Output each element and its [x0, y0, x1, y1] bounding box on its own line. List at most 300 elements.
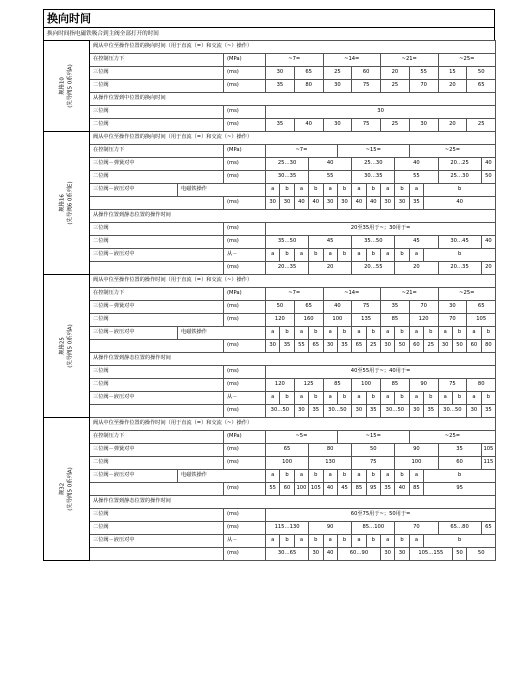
table-cell: 30 — [323, 80, 352, 93]
table-cell: 55 — [309, 171, 352, 184]
row-label: 三位阀－液压对中 — [90, 392, 224, 405]
table-cell: b — [452, 392, 466, 405]
table-cell: b — [309, 249, 323, 262]
row-label: 三位阀 — [90, 67, 224, 80]
table-cell: 65 — [467, 301, 496, 314]
table-cell: ~14= — [323, 288, 381, 301]
row-label — [90, 340, 224, 353]
table-row — [44, 379, 496, 392]
table-cell: a — [381, 392, 395, 405]
table-cell: a — [467, 392, 481, 405]
table-cell: 35 — [438, 444, 481, 457]
table-cell: 80 — [481, 340, 496, 353]
row-label: 三位阀－弹簧对中 — [90, 301, 224, 314]
table-cell: 25 — [381, 119, 410, 132]
table-cell: 30 — [323, 197, 337, 210]
table-cell: a — [294, 392, 308, 405]
table-cell: ~7= — [266, 54, 324, 67]
unit-label: (ms) — [224, 444, 266, 457]
table-cell: 35 — [309, 405, 323, 418]
table-cell: a — [409, 470, 423, 483]
table-cell: 35 — [366, 405, 380, 418]
table-cell: b — [366, 535, 380, 548]
table-cell: 80 — [294, 80, 323, 93]
table-cell: 35 — [381, 301, 410, 314]
table-cell: 65 — [481, 522, 496, 535]
table-cell: 30 — [467, 405, 481, 418]
table-cell: 20…35 — [266, 262, 309, 275]
unit-label: (ms) — [224, 301, 266, 314]
section-heading: 从操作位置到中位置的换向时间 — [90, 93, 496, 106]
table-cell: b — [424, 184, 496, 197]
table-row — [44, 262, 496, 275]
table-row — [44, 301, 496, 314]
table-row — [44, 236, 496, 249]
table-cell: 85 — [381, 379, 410, 392]
table-cell: a — [323, 392, 337, 405]
table-cell: 50 — [395, 340, 409, 353]
table-cell: 40 — [366, 197, 380, 210]
row-label: 三位阀 — [90, 509, 224, 522]
size-label: 规32 — [59, 482, 66, 496]
table-cell: 30 — [337, 197, 351, 210]
table-cell: 65 — [352, 340, 366, 353]
table-cell: ~21= — [381, 54, 439, 67]
table-cell: ~5= — [266, 431, 338, 444]
table-cell: a — [323, 249, 337, 262]
table-cell: b — [337, 327, 351, 340]
table-cell: ~14= — [323, 54, 381, 67]
table-cell: 35…50 — [352, 236, 395, 249]
table-cell: 30 — [266, 340, 280, 353]
table-cell: b — [424, 327, 438, 340]
table-cell: a — [409, 184, 423, 197]
table-cell: a — [294, 535, 308, 548]
size-header — [44, 132, 90, 275]
unit-label: (MPa) — [224, 288, 266, 301]
table-cell: 20 — [438, 119, 467, 132]
table-cell: 40 — [424, 197, 496, 210]
table-cell: a — [323, 327, 337, 340]
row-label: 在控制压力下 — [90, 145, 224, 158]
table-cell: 40 — [352, 197, 366, 210]
table-cell: b — [452, 327, 466, 340]
table-row — [44, 340, 496, 353]
page-subtitle: 换向时间指电磁铁吸合到主阀全部打开的时间 — [43, 27, 495, 40]
table-cell: 100 — [395, 457, 438, 470]
table-cell: ~25= — [409, 145, 495, 158]
row-label: 在控制压力下 — [90, 288, 224, 301]
table-cell: 100 — [323, 314, 352, 327]
table-cell: 65…80 — [438, 522, 481, 535]
table-cell: 60 — [280, 483, 294, 496]
table-cell: 30…35 — [266, 171, 309, 184]
table-cell: 30…65 — [266, 548, 309, 561]
table-cell: 40 — [309, 197, 323, 210]
table-cell: 115…130 — [266, 522, 309, 535]
unit-label: (ms) — [224, 171, 266, 184]
table-cell: 50 — [266, 301, 295, 314]
table-cell: 30 — [395, 548, 409, 561]
unit-label: (ms) — [224, 106, 266, 119]
table-cell: 50 — [467, 548, 496, 561]
table-cell: a — [381, 249, 395, 262]
table-cell: a — [266, 392, 280, 405]
table-cell: b — [366, 184, 380, 197]
table-cell: 120 — [409, 314, 438, 327]
table-cell: 65 — [467, 80, 496, 93]
size-header — [44, 418, 90, 561]
section-heading: 从操作位置到静态位置的操作时间 — [90, 496, 496, 509]
row-label: 二位阀 — [90, 80, 224, 93]
table-row — [44, 275, 496, 288]
page-title: 换向时间 — [43, 9, 495, 27]
row-sublabel: 电磁铁操作 — [178, 184, 266, 197]
table-row — [44, 106, 496, 119]
table-cell: 30 — [266, 197, 280, 210]
table-cell: 35 — [266, 119, 295, 132]
table-cell: a — [266, 184, 280, 197]
table-cell: 40 — [395, 158, 438, 171]
table-cell: 125 — [294, 379, 323, 392]
table-row — [44, 366, 496, 379]
size-label: 规格16 — [59, 194, 66, 212]
table-cell: 120 — [266, 314, 295, 327]
table-row — [44, 145, 496, 158]
table-cell: 100 — [266, 457, 309, 470]
table-cell: 25 — [323, 67, 352, 80]
table-cell: ~25= — [409, 431, 495, 444]
table-cell: ~7= — [266, 288, 324, 301]
table-row — [44, 535, 496, 548]
table-cell: b — [395, 535, 409, 548]
table-row — [44, 119, 496, 132]
table-cell: b — [395, 470, 409, 483]
table-row — [44, 457, 496, 470]
table-row — [44, 67, 496, 80]
unit-label: 从－ — [224, 392, 266, 405]
unit-label: (ms) — [224, 340, 266, 353]
table-cell: a — [352, 184, 366, 197]
table-cell: 105…155 — [409, 548, 452, 561]
table-cell: 100 — [294, 483, 308, 496]
table-cell: 40 — [481, 158, 496, 171]
table-cell: b — [280, 327, 294, 340]
table-row — [44, 522, 496, 535]
row-label: 二位阀 — [90, 457, 224, 470]
section-heading: 从操作位置到静态位置的操作时间 — [90, 353, 496, 366]
unit-label: (ms) — [224, 119, 266, 132]
spec-sheet — [43, 9, 495, 561]
table-cell: b — [309, 392, 323, 405]
table-cell: 45 — [309, 236, 352, 249]
table-cell: a — [409, 249, 423, 262]
table-cell: 35 — [481, 405, 496, 418]
table-cell: 85 — [352, 483, 366, 496]
table-cell: 65 — [266, 444, 309, 457]
table-cell: a — [352, 470, 366, 483]
table-cell: 25…30 — [352, 158, 395, 171]
table-row — [44, 132, 496, 145]
table-cell: a — [409, 535, 423, 548]
table-cell: ~25= — [438, 54, 496, 67]
size-header-text — [58, 181, 74, 224]
table-cell: 20…25 — [438, 158, 481, 171]
row-label — [90, 405, 224, 418]
table-cell: b — [337, 535, 351, 548]
table-cell: 30 — [409, 119, 438, 132]
table-cell: 20 — [481, 262, 496, 275]
table-cell: 90 — [409, 379, 438, 392]
table-cell: a — [381, 184, 395, 197]
table-cell: 65 — [309, 340, 323, 353]
table-cell: b — [366, 392, 380, 405]
table-cell: 25 — [366, 340, 380, 353]
table-cell: 20…55 — [352, 262, 395, 275]
table-cell: 20…35 — [438, 262, 481, 275]
table-cell: 30 — [294, 405, 308, 418]
table-cell: a — [438, 327, 452, 340]
section-heading: 阀从中位至操作位置的换向时间（用于直流（=）和交流（~）操作） — [90, 132, 496, 145]
table-cell: b — [280, 470, 294, 483]
row-label — [90, 483, 224, 496]
row-label: 三位阀 — [90, 106, 224, 119]
table-cell: 105 — [467, 314, 496, 327]
table-cell: a — [467, 327, 481, 340]
table-row — [44, 444, 496, 457]
table-cell: 75 — [352, 119, 381, 132]
table-cell: b — [366, 327, 380, 340]
table-cell: ~25= — [438, 288, 496, 301]
unit-label: (ms) — [224, 314, 266, 327]
table-cell: b — [424, 535, 496, 548]
unit-label: (ms) — [224, 223, 266, 236]
table-cell: 70 — [409, 80, 438, 93]
table-cell: a — [323, 184, 337, 197]
unit-label: (ms) — [224, 457, 266, 470]
table-row — [44, 496, 496, 509]
table-cell: 65 — [294, 67, 323, 80]
unit-label: (MPa) — [224, 431, 266, 444]
table-row — [44, 210, 496, 223]
table-cell: 50 — [452, 548, 466, 561]
row-sublabel: 电磁铁操作 — [178, 470, 266, 483]
table-cell: a — [323, 535, 337, 548]
table-cell: 40 — [323, 548, 337, 561]
table-cell: 40 — [323, 483, 337, 496]
table-cell: 35 — [424, 405, 438, 418]
table-cell: a — [409, 327, 423, 340]
table-cell: 35 — [409, 197, 423, 210]
table-cell: 30…45 — [438, 236, 481, 249]
table-cell: 30…50 — [323, 405, 352, 418]
table-cell: 75 — [352, 80, 381, 93]
row-label: 三位阀 — [90, 366, 224, 379]
table-cell: b — [337, 184, 351, 197]
table-row — [44, 483, 496, 496]
table-cell: 30…35 — [352, 171, 395, 184]
row-label: 在控制压力下 — [90, 431, 224, 444]
unit-label: 从－ — [224, 535, 266, 548]
table-cell: 35 — [266, 80, 295, 93]
table-cell: 25…30 — [438, 171, 481, 184]
row-label: 三位阀－液压对中 — [90, 535, 224, 548]
row-label — [90, 262, 224, 275]
table-cell: 90 — [395, 444, 438, 457]
table-cell: 30 — [352, 405, 366, 418]
size-header — [44, 275, 90, 418]
series-label: (先导阀6 0系列E) — [67, 181, 74, 225]
table-cell: 30 — [266, 106, 496, 119]
table-cell: ~7= — [266, 145, 338, 158]
section-heading: 阀从中位至操作位置的换向时间（用于直流（=）和交流（~）操作） — [90, 41, 496, 54]
table-cell: 20 — [309, 262, 352, 275]
table-cell: 50 — [467, 67, 496, 80]
table-cell: ~15= — [337, 431, 409, 444]
table-cell: b — [395, 327, 409, 340]
table-cell: a — [438, 392, 452, 405]
unit-label: (ms) — [224, 236, 266, 249]
row-label: 二位阀 — [90, 522, 224, 535]
unit-label: (ms) — [224, 509, 266, 522]
table-cell: ~21= — [381, 288, 439, 301]
table-cell: a — [266, 535, 280, 548]
table-cell: 105 — [309, 483, 323, 496]
table-cell: 80 — [467, 379, 496, 392]
table-cell: 95 — [366, 483, 380, 496]
table-cell: 60 — [438, 457, 481, 470]
unit-label: (MPa) — [224, 54, 266, 67]
unit-label: (ms) — [224, 158, 266, 171]
table-cell: 65 — [294, 301, 323, 314]
table-cell: 55 — [294, 340, 308, 353]
table-cell: b — [424, 392, 438, 405]
table-cell: 130 — [309, 457, 352, 470]
table-cell: 40至55用于~；40用于= — [266, 366, 496, 379]
size-header — [44, 41, 90, 132]
table-cell: 40 — [294, 197, 308, 210]
table-cell: 40 — [323, 301, 352, 314]
row-label: 三位阀－液压对中 — [90, 184, 178, 197]
table-cell: 30 — [266, 67, 295, 80]
table-cell: 60 — [467, 340, 481, 353]
series-label: (先导阀5 0系列A) — [67, 467, 74, 511]
table-row — [44, 548, 496, 561]
table-cell: 25 — [424, 340, 438, 353]
table-cell: a — [352, 535, 366, 548]
table-row — [44, 41, 496, 54]
table-cell: 35 — [381, 483, 395, 496]
table-cell: 45 — [337, 483, 351, 496]
table-cell: 160 — [294, 314, 323, 327]
table-row — [44, 392, 496, 405]
table-cell: 30 — [438, 340, 452, 353]
table-cell: 20 — [395, 262, 438, 275]
table-cell: a — [294, 184, 308, 197]
table-cell: 135 — [352, 314, 381, 327]
row-label: 在控制压力下 — [90, 54, 224, 67]
table-cell: 60…90 — [337, 548, 380, 561]
table-cell: a — [381, 535, 395, 548]
unit-label: (ms) — [224, 379, 266, 392]
table-cell: b — [280, 184, 294, 197]
table-cell: 70 — [438, 314, 467, 327]
table-cell: 75 — [352, 301, 381, 314]
table-cell: 60至75用于~；50用于= — [266, 509, 496, 522]
table-cell: 20 — [381, 67, 410, 80]
table-row — [44, 93, 496, 106]
table-cell: 85 — [323, 379, 352, 392]
table-cell: 85 — [381, 314, 410, 327]
table-cell: 30 — [438, 301, 467, 314]
table-cell: a — [409, 392, 423, 405]
table-row — [44, 353, 496, 366]
table-cell: b — [481, 392, 496, 405]
switching-time-table — [43, 40, 496, 561]
table-cell: a — [352, 392, 366, 405]
table-cell: b — [337, 249, 351, 262]
table-cell: 30 — [309, 548, 323, 561]
table-cell: b — [395, 249, 409, 262]
table-cell: a — [266, 470, 280, 483]
table-cell: b — [366, 470, 380, 483]
table-row — [44, 249, 496, 262]
row-label: 二位阀 — [90, 119, 224, 132]
table-cell: a — [294, 249, 308, 262]
table-cell: 95 — [424, 483, 496, 496]
table-cell: 80 — [309, 444, 352, 457]
table-cell: 35 — [337, 340, 351, 353]
row-label: 三位阀－液压对中 — [90, 327, 178, 340]
table-cell: b — [280, 392, 294, 405]
row-label: 二位阀 — [90, 314, 224, 327]
table-cell: 25…30 — [266, 158, 309, 171]
table-cell: b — [280, 535, 294, 548]
unit-label: (ms) — [224, 483, 266, 496]
row-label — [90, 548, 224, 561]
size-header-text — [58, 64, 74, 107]
table-cell: 30 — [381, 340, 395, 353]
table-cell: 120 — [266, 379, 295, 392]
table-row — [44, 171, 496, 184]
table-cell: 40 — [395, 483, 409, 496]
table-cell: 105 — [481, 444, 496, 457]
table-row — [44, 470, 496, 483]
unit-label: (MPa) — [224, 145, 266, 158]
unit-label: (ms) — [224, 67, 266, 80]
table-cell: 35…50 — [266, 236, 309, 249]
table-row — [44, 54, 496, 67]
table-cell: 40 — [294, 119, 323, 132]
table-cell: 30 — [409, 405, 423, 418]
table-row — [44, 80, 496, 93]
unit-label: (ms) — [224, 262, 266, 275]
table-cell: 85…100 — [352, 522, 395, 535]
unit-label: (ms) — [224, 405, 266, 418]
table-row — [44, 158, 496, 171]
table-cell: 70 — [409, 301, 438, 314]
table-cell: 30 — [323, 119, 352, 132]
table-cell: b — [424, 470, 496, 483]
table-cell: 75 — [352, 457, 395, 470]
table-cell: 30 — [381, 548, 395, 561]
table-cell: a — [323, 470, 337, 483]
table-row — [44, 431, 496, 444]
row-sublabel: 电磁铁操作 — [178, 327, 266, 340]
section-heading: 阀从中位至操作位置的操作时间（用于直流（=）和交流（~）操作） — [90, 275, 496, 288]
section-heading: 阀从中位至操作位置的操作时间（用于直流（=）和交流（~）操作） — [90, 418, 496, 431]
table-cell: b — [309, 535, 323, 548]
